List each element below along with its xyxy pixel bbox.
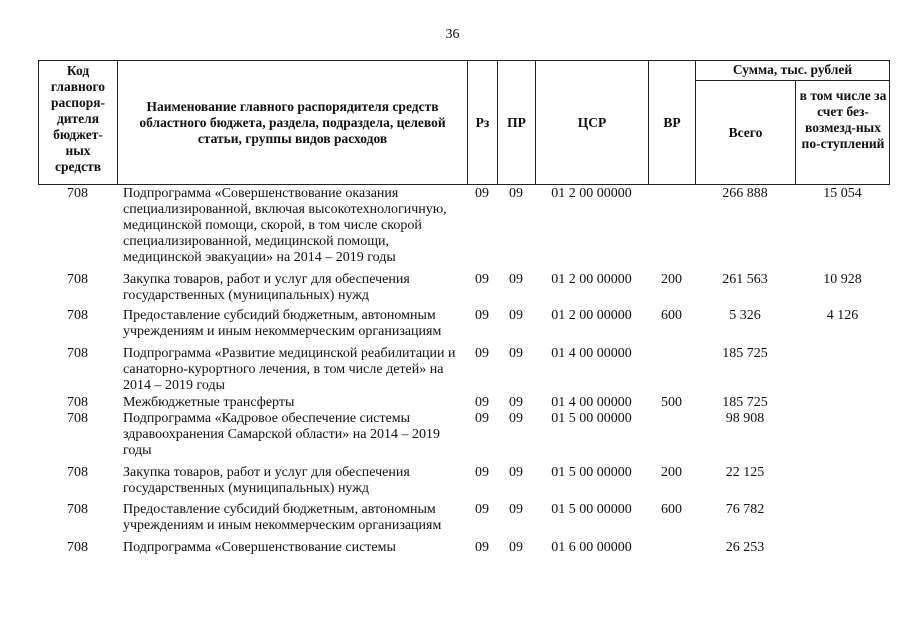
header-col-line [117, 60, 118, 185]
cell-name: Подпрограмма «Совершенствование оказания специализированной, включая высокотехнологичную, медицинской помощи, скорой, в том числе скорой специализированной, медицинской помощи, медицинской эвакуации» на 2014 – 2019 годы [123, 186, 447, 265]
cell-code: 708 [67, 346, 88, 361]
cell-extra [795, 395, 890, 411]
header-total: Всего [728, 124, 763, 140]
cell-extra [795, 346, 890, 394]
cell-code: 708 [67, 186, 88, 201]
cell-vr [648, 540, 695, 556]
cell-vr [648, 411, 695, 459]
header-pr: ПР [507, 114, 526, 130]
cell-vr: 200 [661, 465, 682, 480]
header-rz: Рз [475, 114, 490, 130]
cell-vr: 600 [661, 502, 682, 517]
header-extra: в том числе за счет без-возмезд-ных по-ступлений [799, 88, 887, 151]
cell-name: Закупка товаров, работ и услуг для обеспечения государственных (муниципальных) нужд [123, 272, 410, 303]
table-body [38, 186, 890, 556]
cell-total: 261 563 [722, 272, 768, 287]
cell-extra: 4 126 [826, 308, 859, 323]
header-csr: ЦСР [577, 114, 607, 130]
table-row [38, 186, 890, 266]
cell-vr [648, 186, 695, 266]
cell-rz: 09 [475, 502, 489, 517]
cell-csr: 01 2 00 00000 [551, 272, 632, 287]
table-row [38, 308, 890, 340]
cell-name: Подпрограмма «Развитие медицинской реабилитации и санаторно-курортного лечения, в том числе детей» на 2014 – 2019 годы [123, 346, 456, 393]
cell-code: 708 [67, 411, 88, 426]
cell-vr [648, 346, 695, 394]
cell-extra: 15 054 [823, 186, 862, 201]
cell-pr: 09 [509, 186, 523, 201]
header-sum: Сумма, тыс. рублей [732, 62, 853, 77]
table-header [38, 60, 890, 185]
cell-pr: 09 [509, 272, 523, 287]
cell-name: Закупка товаров, работ и услуг для обеспечения государственных (муниципальных) нужд [123, 465, 410, 496]
cell-pr: 09 [509, 502, 523, 517]
header-code: Код главного распоря-дителя бюджет-ных средств [50, 63, 106, 174]
cell-extra [795, 411, 890, 459]
cell-pr: 09 [509, 465, 523, 480]
cell-csr: 01 5 00 00000 [551, 502, 632, 517]
cell-total: 22 125 [725, 465, 765, 480]
cell-rz: 09 [475, 186, 489, 201]
cell-name: Подпрограмма «Кадровое обеспечение системы здравоохранения Самарской области» на 2014 – 2019 годы [123, 411, 440, 458]
cell-rz: 09 [475, 272, 489, 287]
header-col-line [795, 80, 796, 185]
cell-total: 98 908 [725, 411, 765, 426]
cell-pr: 09 [509, 395, 523, 410]
cell-pr: 09 [509, 411, 523, 426]
cell-csr: 01 2 00 00000 [551, 186, 632, 201]
cell-total: 185 725 [722, 395, 768, 410]
cell-code: 708 [67, 465, 88, 480]
cell-pr: 09 [509, 308, 523, 323]
cell-rz: 09 [475, 465, 489, 480]
cell-csr: 01 4 00 00000 [551, 395, 632, 410]
cell-code: 708 [67, 308, 88, 323]
cell-extra [795, 465, 890, 497]
table-row [38, 540, 890, 556]
cell-code: 708 [67, 540, 88, 555]
cell-pr: 09 [509, 540, 523, 555]
cell-total: 76 782 [725, 502, 765, 517]
cell-csr: 01 4 00 00000 [551, 346, 632, 361]
header-vr: ВР [663, 114, 681, 130]
cell-rz: 09 [475, 411, 489, 426]
table-row [38, 465, 890, 497]
cell-total: 26 253 [725, 540, 765, 555]
cell-extra [795, 540, 890, 556]
cell-name: Подпрограмма «Совершенствование системы [123, 540, 396, 555]
cell-vr: 500 [661, 395, 682, 410]
cell-total: 5 326 [729, 308, 761, 323]
header-right-border [889, 60, 890, 185]
page-number: 36 [445, 27, 460, 42]
header-left-border [38, 60, 39, 185]
cell-name: Межбюджетные трансферты [123, 395, 295, 410]
cell-csr: 01 2 00 00000 [551, 308, 632, 323]
cell-rz: 09 [475, 540, 489, 555]
cell-pr: 09 [509, 346, 523, 361]
table-row [38, 502, 890, 534]
cell-code: 708 [67, 502, 88, 517]
cell-csr: 01 6 00 00000 [551, 540, 632, 555]
table-row [38, 411, 890, 459]
table-row [38, 395, 890, 411]
cell-total: 266 888 [722, 186, 768, 201]
cell-csr: 01 5 00 00000 [551, 411, 632, 426]
cell-extra: 10 928 [823, 272, 862, 287]
cell-rz: 09 [475, 395, 489, 410]
cell-vr: 600 [661, 308, 682, 323]
table-row [38, 346, 890, 394]
cell-total: 185 725 [722, 346, 768, 361]
cell-code: 708 [67, 272, 88, 287]
cell-name: Предоставление субсидий бюджетным, автономным учреждениям и иным некоммерческим организациям [123, 308, 442, 339]
header-name: Наименование главного распорядителя средств областного бюджета, раздела, подраздела, целевой статьи, группы видов расходов [139, 98, 446, 146]
cell-vr: 200 [661, 272, 682, 287]
cell-rz: 09 [475, 308, 489, 323]
cell-code: 708 [67, 395, 88, 410]
cell-extra [795, 502, 890, 534]
cell-csr: 01 5 00 00000 [551, 465, 632, 480]
table-row [38, 272, 890, 304]
cell-rz: 09 [475, 346, 489, 361]
cell-name: Предоставление субсидий бюджетным, автономным учреждениям и иным некоммерческим организациям [123, 502, 442, 533]
